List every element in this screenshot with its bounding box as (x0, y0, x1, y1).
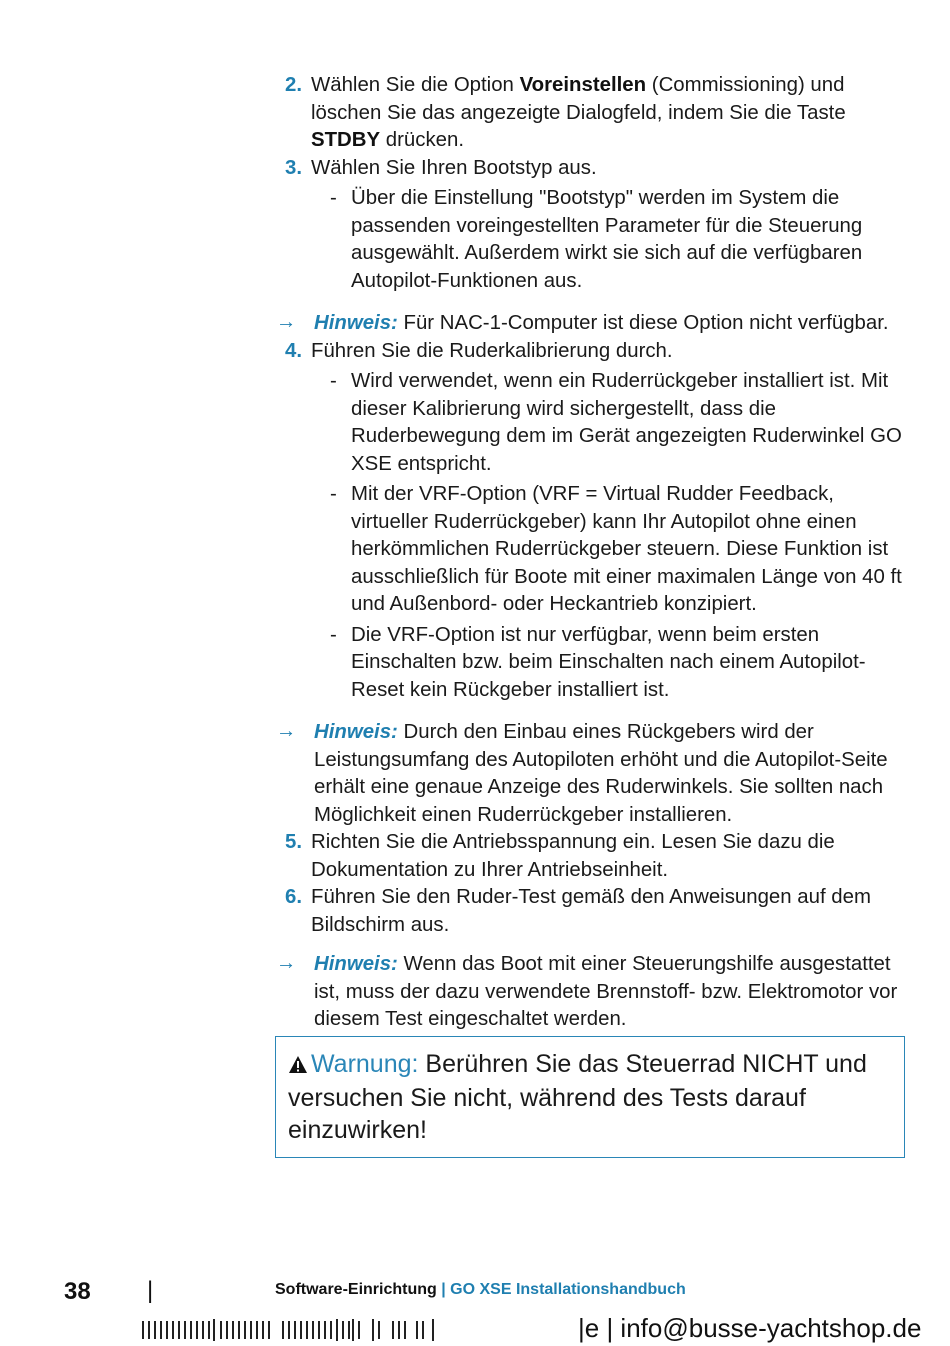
step-3-subitems (276, 185, 902, 295)
step-2 (276, 72, 902, 155)
step-4 (276, 338, 902, 366)
sub-item (330, 368, 902, 478)
step-text: Führen Sie die Ruderkalibrierung durch. (311, 339, 673, 362)
shop-contact: |e | info@busse-yachtshop.de (578, 1313, 922, 1343)
step-5 (276, 829, 902, 884)
sub-item-text: Mit der VRF-Option (VRF = Virtual Rudder Feedback, virtueller Ruderrückgeber) kann Ihr Autopilot ohne einen herkömmlichen Ruderrückgeber steuern. Diese Funktion ist ausschließlich für Boote mit einer maximalen Länge von 40 ft und Außenbord- oder Heckantrieb konzipiert. (351, 483, 902, 615)
step-number: 2. (284, 74, 302, 96)
step-number: 3. (284, 156, 302, 179)
sub-item (330, 185, 902, 295)
page-number: 38 (64, 1278, 91, 1305)
step-text: Wählen Sie die Option (311, 74, 520, 96)
step-3 (276, 155, 902, 183)
step-text: drücken. (380, 129, 464, 151)
note-2 (276, 719, 902, 829)
note-3 (276, 951, 902, 1034)
manual-name: GO XSE Installationshandbuch (450, 1281, 686, 1298)
dash-bullet: - (330, 187, 337, 209)
step-text: Wählen Sie Ihren Bootstyp aus. (311, 156, 597, 179)
note-text: Für NAC-1-Computer ist diese Option nicht verfügbar. (397, 312, 889, 334)
note-1 (276, 310, 902, 338)
note-label: Hinweis: (314, 312, 398, 334)
footer-title (275, 1281, 686, 1299)
key-name: STDBY (311, 129, 381, 151)
step-text: Richten Sie die Antriebsspannung ein. Lesen Sie dazu die Dokumentation zu Ihrer Antriebseinheit. (311, 831, 835, 881)
sub-item-text: Die VRF-Option ist nur verfügbar, wenn beim ersten Einschalten bzw. beim Einschalten nach einem Autopilot-Reset kein Rückgeber installiert ist. (351, 623, 866, 701)
note-label: Hinweis: (314, 953, 398, 975)
arrow-right-icon: → (276, 720, 297, 742)
warning-text: Berühren Sie das Steuerrad NICHT und versuchen Sie nicht, während des Tests darauf einzuwirken! (288, 1050, 867, 1144)
note-text: Wenn das Boot mit einer Steuerungshilfe ausgestattet ist, muss der dazu verwendete Brennstoff- bzw. Elektromotor vor diesem Test eingeschaltet werden. (314, 953, 898, 1030)
step-number: 4. (284, 339, 302, 362)
step-text: Führen Sie den Ruder-Test gemäß den Anweisungen auf dem Bildschirm aus. (311, 886, 871, 936)
dash-bullet: - (330, 483, 337, 505)
note-label: Hinweis: (314, 721, 398, 743)
arrow-right-icon: → (276, 952, 297, 974)
warning-triangle-icon (288, 1050, 308, 1082)
sub-item (330, 481, 902, 619)
option-name: Voreinstellen (519, 74, 647, 96)
shop-watermark (142, 1313, 922, 1345)
sub-item (330, 622, 902, 705)
arrow-right-icon: → (276, 311, 297, 333)
warning-label: Warnung: (311, 1050, 419, 1078)
barcode-graphic (142, 1319, 442, 1341)
step-4-subitems (276, 368, 902, 704)
step-number: 6. (284, 886, 302, 908)
dash-bullet: - (330, 370, 337, 392)
step-6 (276, 884, 902, 939)
warning-box (275, 1036, 905, 1158)
main-content (276, 72, 902, 1034)
footer-separator: | (436, 1281, 451, 1298)
page-footer (0, 1276, 950, 1306)
note-text: Durch den Einbau eines Rückgebers wird der Leistungsumfang des Autopiloten erhöht und die Autopilot-Seite erhält eine genaue Anzeige des Ruderwinkels. Sie sollten nach Möglichkeit einen Ruderrückgeber installieren. (314, 721, 888, 826)
sub-item-text: Wird verwendet, wenn ein Ruderrückgeber installiert ist. Mit dieser Kalibrierung wird sichergestellt, dass die Ruderbewegung dem im Gerät angezeigten Ruderwinkel GO XSE entspricht. (351, 370, 902, 475)
section-name: Software-Einrichtung (275, 1281, 437, 1298)
step-number: 5. (284, 831, 302, 853)
footer-divider: | (147, 1277, 154, 1304)
dash-bullet: - (330, 623, 337, 646)
sub-item-text: Über die Einstellung "Bootstyp" werden im System die passenden voreingestellten Parameter für die Steuerung ausgewählt. Außerdem wirkt sie sich auf die verfügbaren Autopilot-Funktionen aus. (351, 187, 863, 292)
step-text: (Commissioning) und löschen Sie das angezeigte Dialogfeld, indem Sie die Taste (311, 74, 846, 124)
